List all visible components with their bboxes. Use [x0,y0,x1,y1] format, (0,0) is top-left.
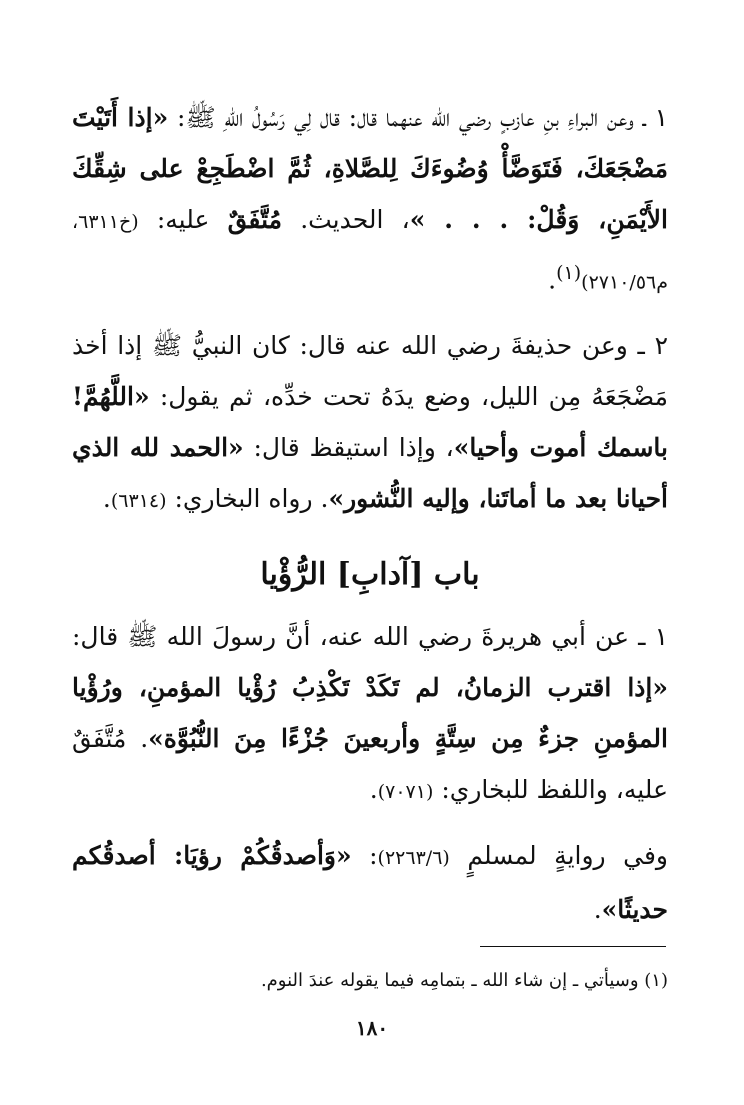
hadith-3-reference: (٧٠٧١) [377,781,434,804]
hadith-2-intro: ٢ ـ وعن حذيفةَ رضي الله عنه قال: كان النبيُّ ﷺ إذا أخذ مَضْجَعَهُ مِن الليل، وضع يدَهُ تحت خدِّه، ثم يقول: [72,331,668,412]
riwaya-intro: وفي روايةٍ لمسلمٍ [449,841,668,871]
hadith-1-after: ، الحديث. [282,205,410,234]
riwaya-quote: «وَأصدقُكُمْ رؤيَا: أصدقُكم حديثًا» [72,841,668,925]
hadith-3-end: . [369,775,378,805]
riwaya-colon: : [351,841,378,871]
riwaya-paragraph [72,830,668,935]
hadith-1-agreed: مُتَّفَقٌ [227,205,283,234]
footnote-divider [480,946,666,947]
footnote-marker[interactable]: (١) [556,262,582,284]
hadith-2-reference: (٦٣١٤) [110,490,167,513]
hadith-2-quote-1: «اللَّهُمَّ! باسمك أموت وأحيا» [72,382,669,463]
hadith-1-quote: «إذا أَتَيْتَ مَضْجَعَكَ، فَتَوَضَّأْ وُضُوءَكَ لِلصَّلاةِ، ثُمَّ اضْطَجِعْ على شِقِّكَ الأَيْمَنِ، وَقُلْ: . . . » [72,103,669,234]
hadith-1-reference: (خ٦٣١١، م٢٧١٠/٥٦) [72,211,668,294]
hadith-3-intro: ١ ـ عن أبي هريرةَ رضي الله عنه، أنَّ رسولَ الله ﷺ قال: [72,622,668,652]
hadith-3-quote: «إذا اقترب الزمانُ، لم تَكَدْ تَكْذِبُ رُؤْيا المؤمنِ، ورُؤْيا المؤمنِ جزءٌ مِن سِتَّةٍ وأربعينَ جُزْءًا مِنَ النُّبُوَّة» [72,673,668,754]
hadith-3-after: . مُتَّفَقٌ عليه، واللفظ للبخاري: [72,724,668,805]
hadith-1-intro: ١ ـ وعن البراءِ بنِ عازبٍ رضي الله عنهما قال: قال لِي رَسُولُ اللهِ ﷺ: [168,103,668,132]
hadith-2-middle: ، وإذا استيقظ قال: [243,433,454,463]
hadith-3 [72,611,668,818]
page-number: ١٨٠ [355,1016,389,1040]
hadith-2-after: . رواه البخاري: [166,484,329,514]
main-text [72,92,668,947]
hadith-1-end: . [548,265,557,295]
hadith-1 [72,92,668,308]
footnote: (١) وسيأتي ـ إن شاء الله ـ بتمامِه فيما يقوله عندَ النوم. [260,970,668,991]
hadith-2-end: . [102,484,111,514]
riwaya-end: . [593,895,602,925]
hadith-2-quote-2: «الحمد لله الذي أحيانا بعد ما أماتَنا، وإليه النُّشور» [72,433,668,514]
hadith-1-ref-intro: عليه: [138,205,228,234]
hadith-2 [72,320,668,527]
riwaya-reference: (٢٢٦٣/٦) [377,847,450,870]
section-heading: باب [آدابِ] الرُّؤْيا [260,557,480,593]
